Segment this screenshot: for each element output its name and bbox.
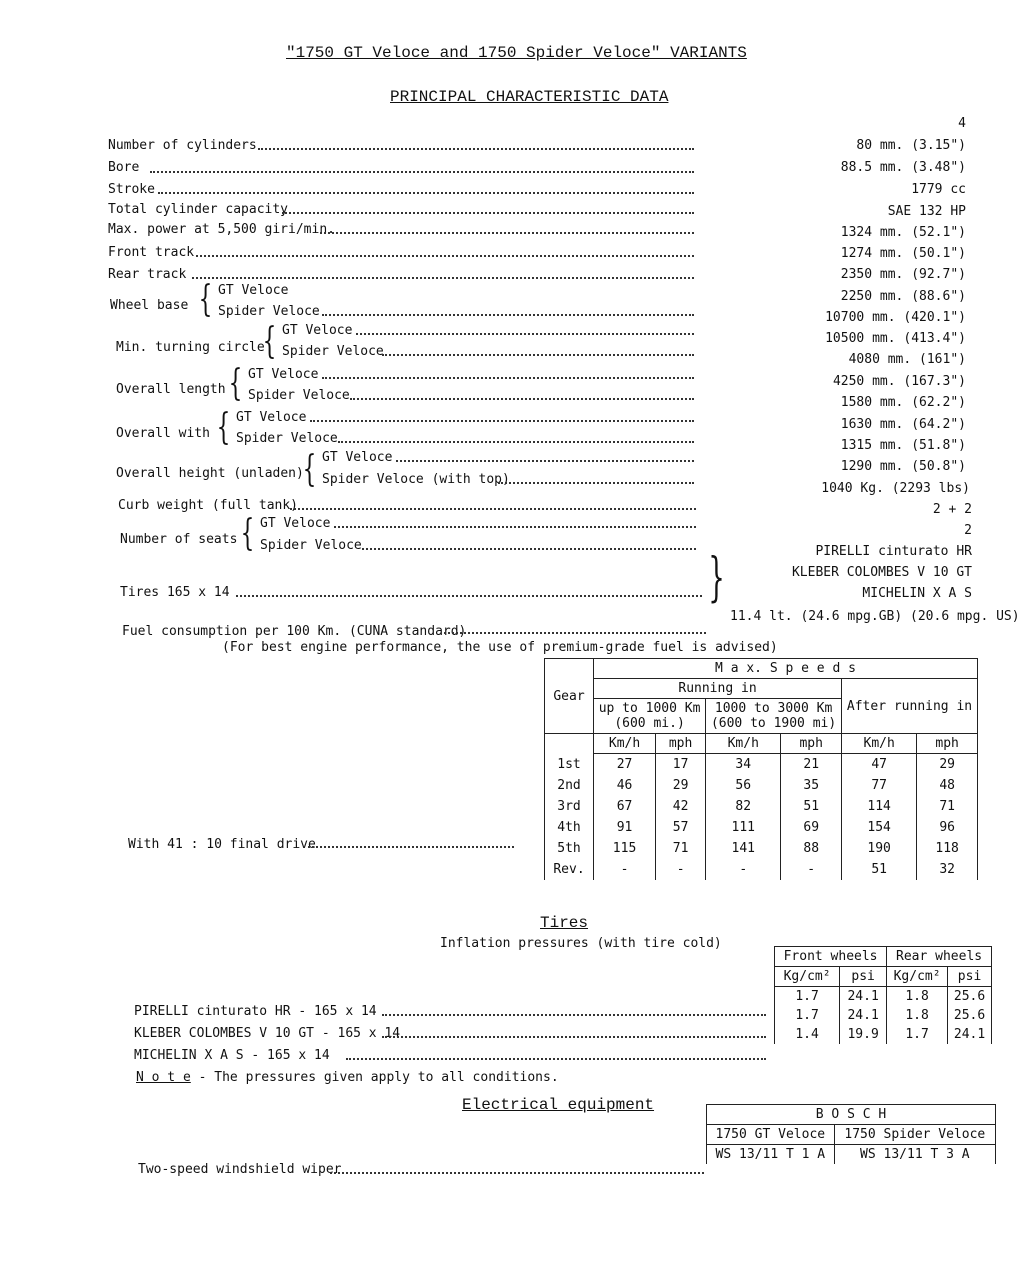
dot-leader [382,354,694,356]
final-drive-label: With 41 : 10 final drive [128,837,316,852]
brace-icon: { [228,363,243,404]
dot-leader [330,1172,704,1174]
width-gt: GT Veloce [236,410,307,425]
pressure-cell: 25.6 [948,987,992,1007]
height-gt-value: 1315 mm. (51.8") [840,438,966,453]
speed-cell: - [781,859,842,880]
width-spider-value: 1630 mm. (64.2") [840,417,966,432]
curb-value: 1040 Kg. (2293 lbs) [821,481,970,496]
document-title [286,44,747,62]
cylinders-value: 4 [958,116,966,131]
wheel-base-spider-value: 2250 mm. (88.6") [840,289,966,304]
height-spider-value: 1290 mm. (50.8") [840,459,966,474]
pressure-cell: 24.1 [840,1006,887,1025]
speed-cell: 77 [842,775,917,796]
front-wheels-header: Front wheels [775,947,887,967]
dot-leader [290,508,696,510]
max-speeds-header: M a x. S p e e d s [594,659,978,679]
speed-cell: 111 [706,817,781,838]
dot-leader [362,548,696,550]
pressure-tire-label: MICHELIN X A S - 165 x 14 [134,1048,330,1063]
speed-cell: 21 [781,754,842,776]
upto-line-1: up to 1000 Km [598,701,701,716]
dot-leader [196,255,694,257]
speed-cell: 141 [706,838,781,859]
tire-brand-3: MICHELIN X A S [862,586,972,601]
bosch-header: B O S C H [707,1105,996,1125]
dot-leader [356,333,694,335]
fuel-note: (For best engine performance, the use of premium-grade fuel is advised) [222,640,778,655]
speed-cell: 190 [842,838,917,859]
pressure-tire-label: PIRELLI cinturato HR - 165 x 14 [134,1004,377,1019]
length-gt: GT Veloce [248,367,319,382]
pressure-cell: 1.8 [887,1006,948,1025]
pressure-cell: 19.9 [840,1025,887,1044]
dot-leader [382,1036,766,1038]
speed-cell: 46 [594,775,656,796]
speed-cell: 35 [781,775,842,796]
kg-header: Kg/cm² [887,967,948,987]
pressure-cell: 1.8 [887,987,948,1007]
pressure-row [775,1006,992,1025]
max-speeds-table [544,658,978,880]
speed-cell: 17 [656,754,706,776]
speed-row [545,796,978,817]
speed-cell: 29 [917,754,978,776]
speed-cell: - [594,859,656,880]
stroke-label: Stroke [108,182,155,197]
speed-cell: 88 [781,838,842,859]
turning-gt: GT Veloce [282,323,353,338]
dot-leader [444,632,706,634]
brace-icon: { [198,279,213,320]
tires-label: Tires 165 x 14 [120,585,230,600]
unit-kmh: Km/h [594,734,656,754]
seats-label: Number of seats [120,532,238,547]
speed-cell: 115 [594,838,656,859]
speed-cell: 71 [656,838,706,859]
speed-row [545,838,978,859]
rear-track-label: Rear track [108,267,187,282]
dot-leader [158,192,694,194]
speed-cell: 69 [781,817,842,838]
pressure-cell: 24.1 [840,987,887,1007]
wheel-base-spider: Spider Veloce [218,304,320,319]
tires-subheading: Inflation pressures (with tire cold) [440,936,722,951]
dot-leader [338,441,694,443]
pressure-rows [775,987,992,1045]
dot-leader [150,171,694,173]
range-line-2: (600 to 1900 mi) [710,716,837,731]
gear-cell: 5th [545,838,594,859]
front-track-label: Front track [108,245,195,260]
speed-cell: 29 [656,775,706,796]
right-brace-icon: } [708,548,725,608]
unit-kmh: Km/h [842,734,917,754]
pressure-row [775,1025,992,1044]
rear-wheels-header: Rear wheels [887,947,992,967]
gear-cell: Rev. [545,859,594,880]
note-label: N o t e [136,1070,191,1085]
brace-icon: { [262,321,277,362]
speed-cell: 47 [842,754,917,776]
dot-leader [258,148,694,150]
speed-cell: 71 [917,796,978,817]
pressure-cell: 25.6 [948,1006,992,1025]
speed-cell: - [706,859,781,880]
speed-cell: 48 [917,775,978,796]
speed-cell: 67 [594,796,656,817]
dot-leader [346,1058,766,1060]
dot-leader [310,420,694,422]
tires-heading: Tires [540,914,589,932]
stroke-value: 88.5 mm. (3.48") [840,160,966,175]
seats-gt: GT Veloce [260,516,331,531]
wheel-base-gt: GT Veloce [218,283,289,298]
spider-column-header: 1750 Spider Veloce [834,1125,995,1145]
seats-spider: Spider Veloce [260,538,362,553]
wiper-label: Two-speed windshield wiper [138,1162,342,1177]
gt-column-header: 1750 GT Veloce [707,1125,835,1145]
range-line-1: 1000 to 3000 Km [714,701,833,716]
range-header [706,699,842,734]
dot-leader [334,526,696,528]
tires-note [136,1070,559,1085]
height-label: Overall height (unladen) [116,466,304,481]
curb-label: Curb weight (full tank) [118,498,299,513]
tire-pressure-table [774,946,992,1044]
capacity-value: 1779 cc [911,182,966,197]
dot-leader [282,212,694,214]
turning-gt-value: 10700 mm. (420.1") [825,310,966,325]
cylinders-label: Number of cylinders [108,138,257,153]
pressure-cell: 24.1 [948,1025,992,1044]
upto-header [594,699,706,734]
speed-cell: 91 [594,817,656,838]
speed-cell: 57 [656,817,706,838]
fuel-value: 11.4 lt. (24.6 mpg.GB) (20.6 mpg. US) [730,609,1020,624]
width-spider: Spider Veloce [236,431,338,446]
section-principal-heading: PRINCIPAL CHARACTERISTIC DATA [390,88,669,106]
pressure-cell: 1.4 [775,1025,840,1044]
gear-cell: 3rd [545,796,594,817]
speed-cell: 51 [842,859,917,880]
width-gt-value: 1580 mm. (62.2") [840,395,966,410]
spider-wiper-value: WS 13/11 T 3 A [834,1145,995,1165]
gear-cell: 4th [545,817,594,838]
note-text: - The pressures given apply to all conditions. [190,1070,559,1085]
dot-leader [498,482,694,484]
dot-leader [192,277,694,279]
gear-unit-cell [545,734,594,754]
speed-cell: 27 [594,754,656,776]
wheel-base-label: Wheel base [110,298,189,313]
turning-label: Min. turning circle [116,340,265,355]
speed-cell: 56 [706,775,781,796]
speed-cell: 114 [842,796,917,817]
height-spider: Spider Veloce (with top) [322,472,510,487]
fuel-label: Fuel consumption per 100 Km. (CUNA standard) [122,624,467,639]
pressure-row [775,987,992,1007]
dot-leader [308,846,514,848]
bore-value: 80 mm. (3.15") [856,138,966,153]
bore-label: Bore [108,160,140,175]
unit-mph: mph [781,734,842,754]
speed-row [545,775,978,796]
gear-cell: 2nd [545,775,594,796]
unit-kmh: Km/h [706,734,781,754]
speed-row [545,754,978,776]
wheel-base-gt-value: 2350 mm. (92.7") [840,267,966,282]
tire-brand-2: KLEBER COLOMBES V 10 GT [791,565,972,580]
psi-header: psi [840,967,887,987]
length-gt-value: 4080 mm. (161") [848,352,966,367]
length-spider: Spider Veloce [248,388,350,403]
pressure-cell: 1.7 [775,987,840,1007]
speed-cell: - [656,859,706,880]
speed-cell: 51 [781,796,842,817]
upto-line-2: (600 mi.) [614,716,685,731]
speed-cell: 42 [656,796,706,817]
dot-leader [396,460,694,462]
gt-wiper-value: WS 13/11 T 1 A [707,1145,835,1165]
after-running-header: After running in [842,679,978,734]
dot-leader [236,595,702,597]
speed-cell: 118 [917,838,978,859]
document-title-text: "1750 GT Veloce and 1750 Spider Veloce" VARIANTS [286,44,747,62]
rear-track-value: 1274 mm. (50.1") [840,246,966,261]
brace-icon: { [216,407,231,448]
speed-cell: 34 [706,754,781,776]
gear-header: Gear [545,659,594,734]
speed-cell: 96 [917,817,978,838]
dot-leader [322,377,694,379]
height-gt: GT Veloce [322,450,393,465]
pressure-tire-label: KLEBER COLOMBES V 10 GT - 165 x 14 [134,1026,401,1041]
capacity-label: Total cylinder capacity [108,202,289,217]
electrical-heading: Electrical equipment [462,1096,655,1114]
dot-leader [350,398,694,400]
dot-leader [382,1014,766,1016]
width-label: Overall with [116,426,210,441]
speed-rows [545,754,978,881]
unit-mph: mph [917,734,978,754]
pressure-cell: 1.7 [775,1006,840,1025]
length-spider-value: 4250 mm. (167.3") [832,374,966,389]
speed-cell: 82 [706,796,781,817]
tire-brand-1: PIRELLI cinturato HR [815,544,972,559]
unit-mph: mph [656,734,706,754]
speed-cell: 32 [917,859,978,880]
dot-leader [320,232,694,234]
speed-row [545,859,978,880]
turning-spider: Spider Veloce [282,344,384,359]
length-label: Overall length [116,382,226,397]
seats-spider-value: 2 [964,523,972,538]
seats-gt-value: 2 + 2 [932,502,972,517]
kg-header: Kg/cm² [775,967,840,987]
brace-icon: { [302,449,317,490]
speed-cell: 154 [842,817,917,838]
dot-leader [322,314,694,316]
front-track-value: 1324 mm. (52.1") [840,225,966,240]
gear-cell: 1st [545,754,594,776]
electrical-table [706,1104,996,1164]
power-label: Max. power at 5,500 giri/min. [108,222,335,237]
turning-spider-value: 10500 mm. (413.4") [825,331,966,346]
pressure-cell: 1.7 [887,1025,948,1044]
running-in-header: Running in [594,679,842,699]
power-value: SAE 132 HP [887,204,966,219]
speed-row [545,817,978,838]
brace-icon: { [240,513,255,554]
psi-header: psi [948,967,992,987]
